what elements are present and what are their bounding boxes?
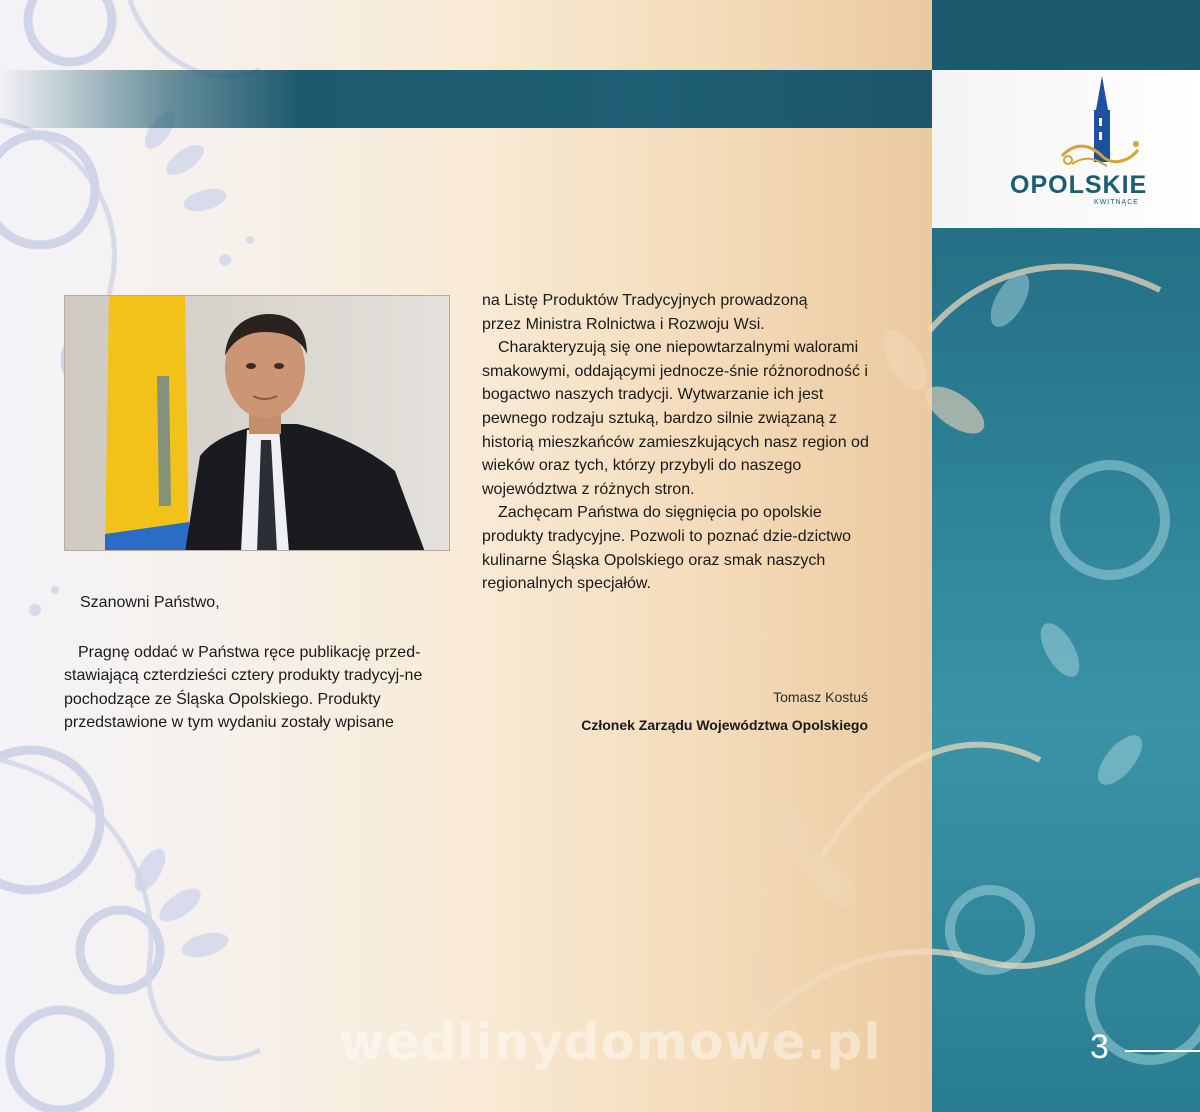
continued-line-2: przez Ministra Rolnictwa i Rozwoju Wsi. bbox=[482, 315, 765, 333]
letter-paragraph-2: Charakteryzują się one niepowtarzalnymi walorami smakowymi, oddającymi jednocze-śnie różnorodność i bogactwo naszych tradycji. Wytwarzanie ich jest pewnego rodzaju sztuką, bardzo silnie związaną z historią mieszkańców zamieszkujących nasz region od wieków oraz tych, którzy przybyli do naszego województwa z różnych stron. bbox=[482, 339, 869, 498]
watermark: wedlinydomowe.pl bbox=[338, 1013, 882, 1071]
letter-right-column bbox=[482, 289, 870, 596]
logo-tagline: KWITNĄCE bbox=[1094, 199, 1139, 206]
portrait-photo bbox=[64, 295, 450, 551]
signature-title: Członek Zarządu Województwa Opolskiego bbox=[581, 717, 868, 733]
teal-panel-top bbox=[932, 0, 1200, 70]
logo-wordmark: OPOLSKIE bbox=[1010, 171, 1148, 199]
continued-line-1: na Listę Produktów Tradycyjnych prowadzoną bbox=[482, 292, 808, 309]
letter-paragraph-1 bbox=[64, 641, 448, 735]
letter-paragraph-3: Zachęcam Państwa do sięgnięcia po opolskie produkty tradycyjne. Pozwoli to poznać dzie-dzictwo kulinarne Śląska Opolskiego oraz smak naszych regionalnych specjałów. bbox=[482, 504, 852, 593]
logo-box bbox=[932, 70, 1200, 228]
signature-name: Tomasz Kostuś bbox=[773, 689, 868, 705]
church-tower-icon bbox=[932, 70, 1200, 228]
header-band bbox=[0, 70, 932, 128]
paragraph-text: Pragnę oddać w Państwa ręce publikację przed-stawiającą czterdzieści cztery produkty tradycyj-ne pochodzące ze Śląska Opolskiego. Produkty przedstawione w tym wydaniu zostały wpisane bbox=[64, 644, 423, 732]
page-number: 3 bbox=[1090, 1028, 1109, 1066]
letter-salutation: Szanowni Państwo, bbox=[80, 594, 220, 611]
page-number-rule bbox=[1125, 1050, 1200, 1052]
